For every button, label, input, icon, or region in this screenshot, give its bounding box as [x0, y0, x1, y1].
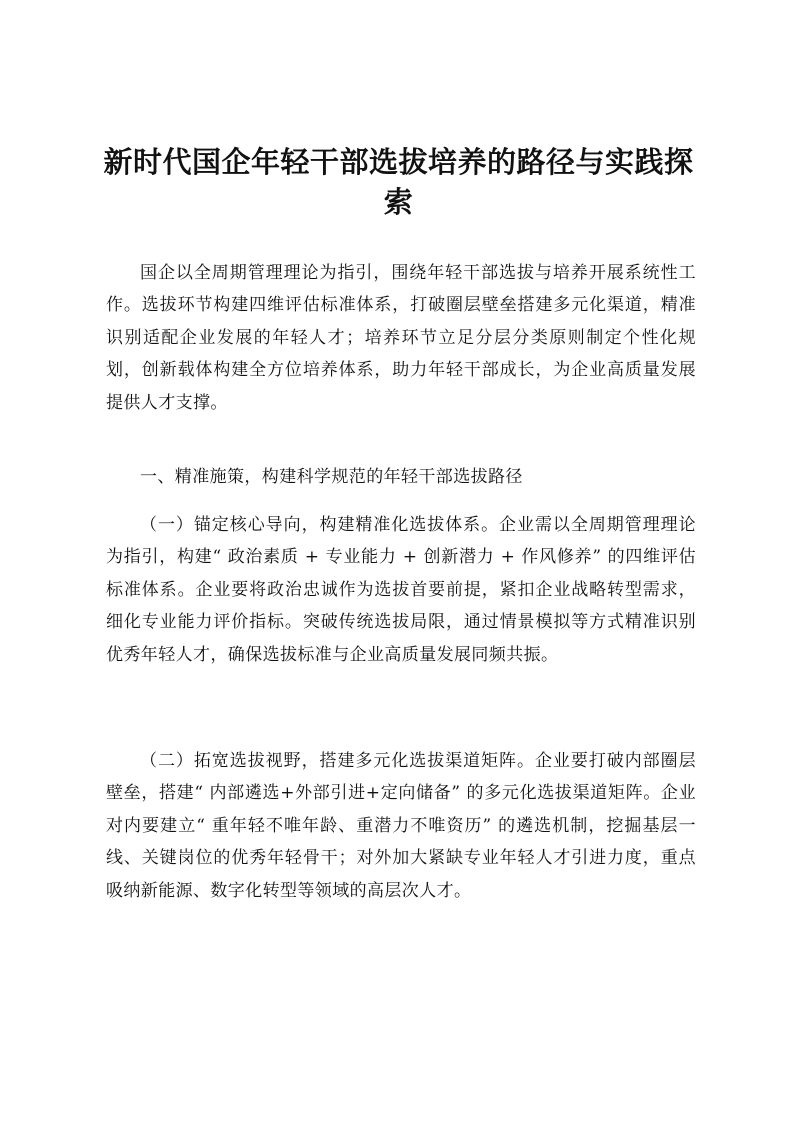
- document-title: 新时代国企年轻干部选拔培养的路径与实践探索: [103, 145, 694, 219]
- body-paragraph: （一）锚定核心导向，构建精准化选拔体系。企业需以全周期管理理论为指引，构建“ 政治素质 + 专业能力 + 创新潜力 + 作风修养” 的四维评估标准体系。企业要将政治忠诚作为选拔首要前提，紧扣企业战略转型需求，细化专业能力评价指标。突破传统选拔局限，通过情景模拟等方式精准识别优秀年轻人才，确保选拔标准与企业高质量发展同频共振。: [106, 515, 696, 665]
- abstract-paragraph: 国企以全周期管理理论为指引，围绕年轻干部选拔与培养开展系统性工作。选拔环节构建四维评估标准体系，打破圈层壁垒搭建多元化渠道，精准识别适配企业发展的年轻人才；培养环节立足分层分类原则制定个性化规划，创新载体构建全方位培养体系，助力年轻干部成长，为企业高质量发展提供人才支撑。: [106, 263, 696, 413]
- body-paragraph: （二）拓宽选拔视野，搭建多元化选拔渠道矩阵。企业要打破内部圈层壁垒，搭建“ 内部遴选+外部引进+定向储备” 的多元化选拔渠道矩阵。企业对内要建立“ 重年轻不唯年龄、重潜力不唯资历” 的遴选机制，挖掘基层一线、关键岗位的优秀年轻骨干；对外加大紧缺专业年轻人才引进力度，重点吸纳新能源、数字化转型等领域的高层次人才。: [106, 751, 696, 901]
- section-heading: 一、精准施策，构建科学规范的年轻干部选拔路径: [140, 467, 523, 487]
